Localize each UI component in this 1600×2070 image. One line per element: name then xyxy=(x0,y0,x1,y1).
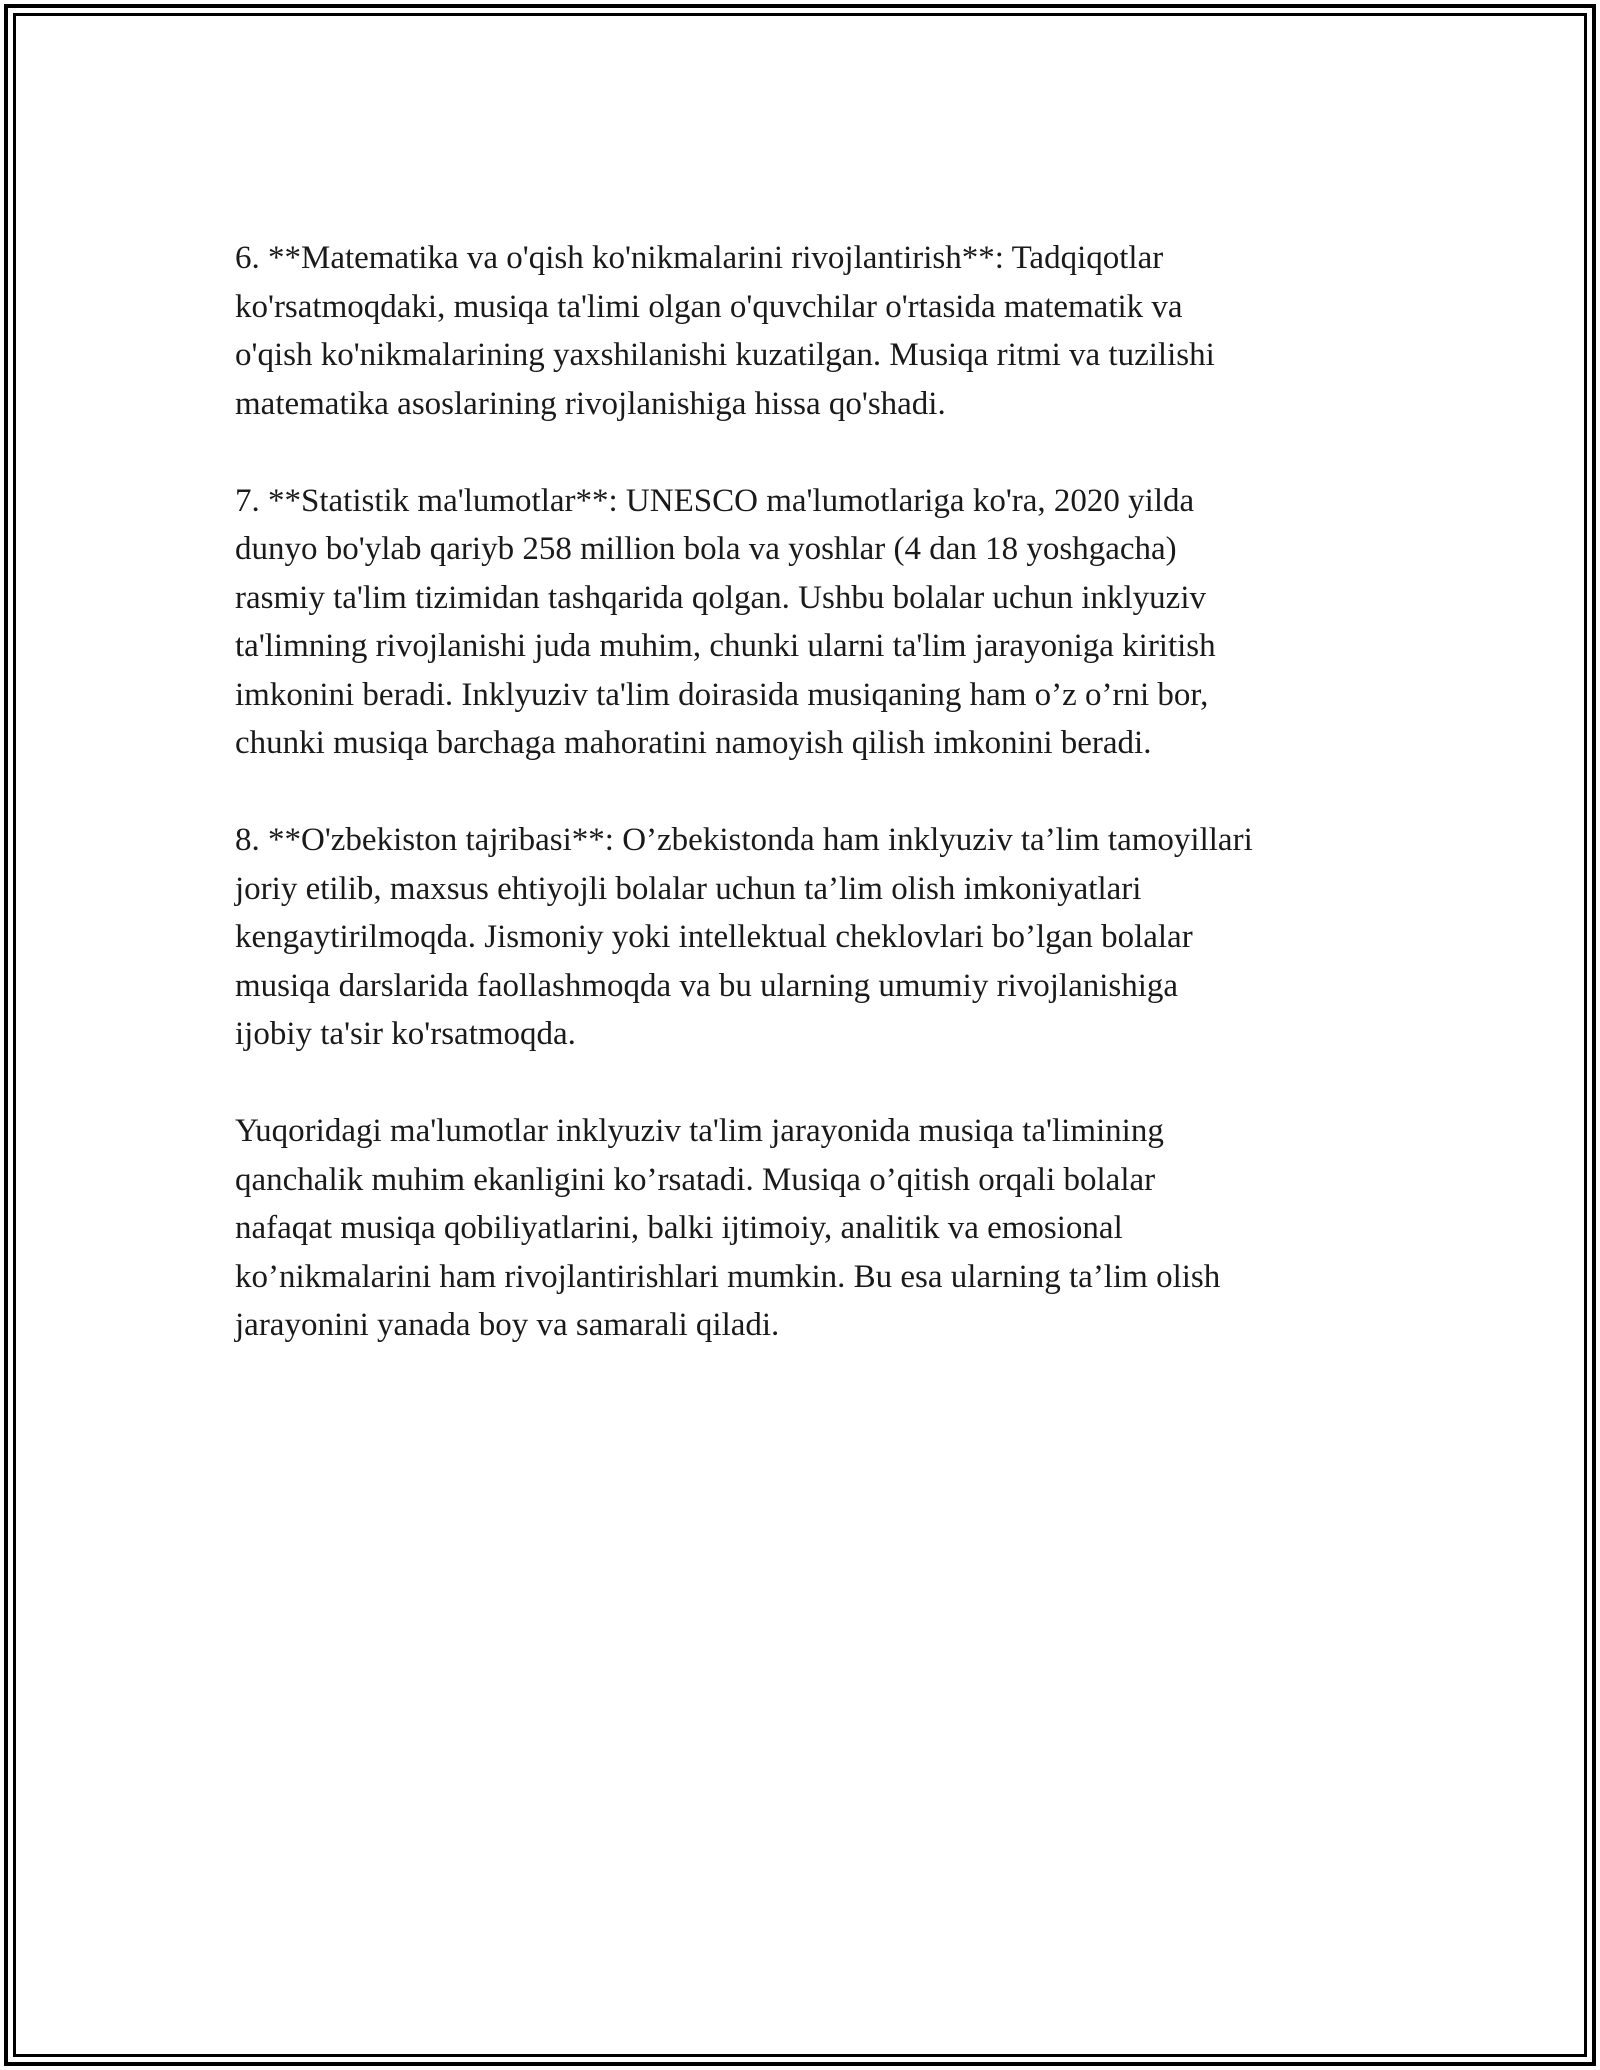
paragraph-item-7: 7. **Statistik ma'lumotlar**: UNESCO ma'lumotlariga ko'ra, 2020 yilda dunyo bo'ylab qariyb 258 million bola va yoshlar (4 dan 18 yoshgacha) rasmiy ta'lim tizimidan tashqarida qolgan. Ushbu bolalar uchun inklyuziv ta'limning rivojlanishi juda muhim, chunki ularni ta'lim jarayoniga kiritish imkonini beradi. Inklyuziv ta'lim doirasida musiqaning ham o’z o’rni bor, chunki musiqa barchaga mahoratini namoyish qilish imkonini beradi. xyxy=(235,482,1216,761)
document-body xyxy=(235,234,1375,1398)
paragraph-item-6: 6. **Matematika va o'qish ko'nikmalarini rivojlantirish**: Tadqiqotlar ko'rsatmoqdaki, musiqa ta'limi olgan o'quvchilar o'rtasida matematik va o'qish ko'nikmalarining yaxshilanishi kuzatilgan. Musiqa ritmi va tuzilishi matematika asoslarining rivojlanishiga hissa qo'shadi. xyxy=(235,240,1215,422)
paragraph-conclusion: Yuqoridagi ma'lumotlar inklyuziv ta'lim jarayonida musiqa ta'limining qanchalik muhim ekanligini ko’rsatadi. Musiqa o’qitish orqali bolalar nafaqat musiqa qobiliyatlarini, balki ijtimoiy, analitik va emosional ko’nikmalarini ham rivojlantirishlari mumkin. Bu esa ularning ta’lim olish jarayonini yanada boy va samarali qiladi. xyxy=(235,1113,1221,1343)
paragraph-item-8: 8. **O'zbekiston tajribasi**: O’zbekistonda ham inklyuziv ta’lim tamoyillari joriy etilib, maxsus ehtiyojli bolalar uchun ta’lim olish imkoniyatlari kengaytirilmoqda. Jismoniy yoki intellektual cheklovlari bo’lgan bolalar musiqa darslarida faollashmoqda va bu ularning umumiy rivojlanishiga ijobiy ta'sir ko'rsatmoqda. xyxy=(235,822,1253,1052)
